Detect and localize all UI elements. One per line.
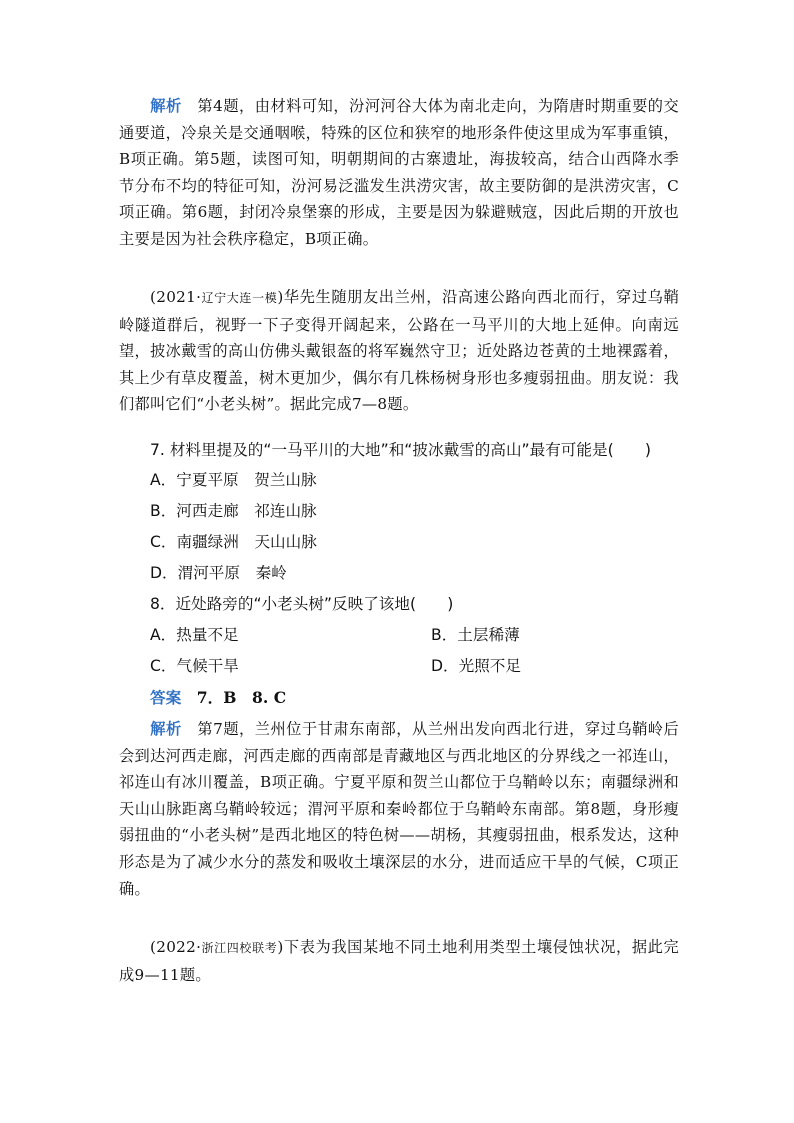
source-label: 浙江四校联考	[201, 941, 278, 955]
q7-option-c: C．南疆绿洲 天山山脉	[150, 533, 317, 551]
material-block-1	[119, 284, 679, 418]
q8-option-a: A．热量不足	[150, 626, 239, 644]
q7-option-b: B．河西走廊 祁连山脉	[150, 502, 317, 520]
source-close: )	[277, 288, 284, 306]
source-label: 辽宁大连一模	[201, 291, 278, 305]
source-open: (2022·	[150, 938, 202, 956]
source-close: )	[277, 938, 284, 956]
q7-option-a: A．宁夏平原 贺兰山脉	[150, 471, 317, 489]
answer-text: 7．B 8. C	[181, 688, 287, 707]
question-7-stem: 7. 材料里提及的“一马平川的大地”和“披冰戴雪的高山”最有可能是( )	[150, 441, 651, 459]
analysis-text: 第7题，兰州位于甘肃东南部，从兰州出发向西北行进，穿过乌鞘岭后会到达河西走廊，河西走廊的西南部是青藏地区与西北地区的分界线之一祁连山，祁连山有冰川覆盖，B项正确。宁夏平原和贺兰山都位于乌鞘岭以东；南疆绿洲和天山山脉距离乌鞘岭较远；渭河平原和秦岭都位于乌鞘岭东南部。第8题，身形瘦弱扭曲的“小老头树”是西北地区的特色树——胡杨，其瘦弱扭曲，根系发达，这种形态是为了减少水分的蒸发和吸收土壤深层的水分，进而适应干旱的气候，C项正确。	[119, 720, 679, 898]
q8-option-b: B．土层稀薄	[431, 626, 520, 644]
material-text: 下表为我国某地不同土地利用类型土壤侵蚀状况，据此完成9—11题。	[119, 938, 679, 984]
q7-option-d: D．渭河平原 秦岭	[150, 564, 287, 582]
analysis-block-1	[119, 93, 679, 253]
material-text: 华先生随朋友出兰州，沿高速公路向西北而行，穿过乌鞘岭隧道群后，视野一下子变得开阔起来，公路在一马平川的大地上延伸。向南远望，披冰戴雪的高山仿佛头戴银盔的将军巍然守卫；近处路边苍黄的土地裸露着，其上少有草皮覆盖，树木更加少，偶尔有几株杨树身形也多瘦弱扭曲。朋友说：我们都叫它们“小老头树”。据此完成7—8题。	[119, 288, 679, 414]
analysis-label: 解析	[150, 97, 182, 115]
answer-line	[150, 683, 286, 713]
answer-label: 答案	[150, 688, 182, 707]
q8-option-d: D．光照不足	[431, 657, 521, 675]
analysis-label: 解析	[150, 720, 182, 738]
q8-option-c: C．气候干旱	[150, 657, 239, 675]
analysis-block-2	[119, 716, 679, 902]
source-open: (2021·	[150, 288, 202, 306]
material-block-2	[119, 934, 679, 988]
analysis-text: 第4题，由材料可知，汾河河谷大体为南北走向，为隋唐时期重要的交通要道，冷泉关是交通咽喉，特殊的区位和狭窄的地形条件使这里成为军事重镇，B项正确。第5题，读图可知，明朝期间的古寨遗址，海拔较高，结合山西降水季节分布不均的特征可知，汾河易泛滥发生洪涝灾害，故主要防御的是洪涝灾害，C项正确。第6题，封闭冷泉堡寨的形成，主要是因为躲避贼寇，因此后期的开放也主要是因为社会秩序稳定，B项正确。	[119, 97, 679, 248]
question-8-stem: 8．近处路旁的“小老头树”反映了该地( )	[150, 595, 454, 613]
